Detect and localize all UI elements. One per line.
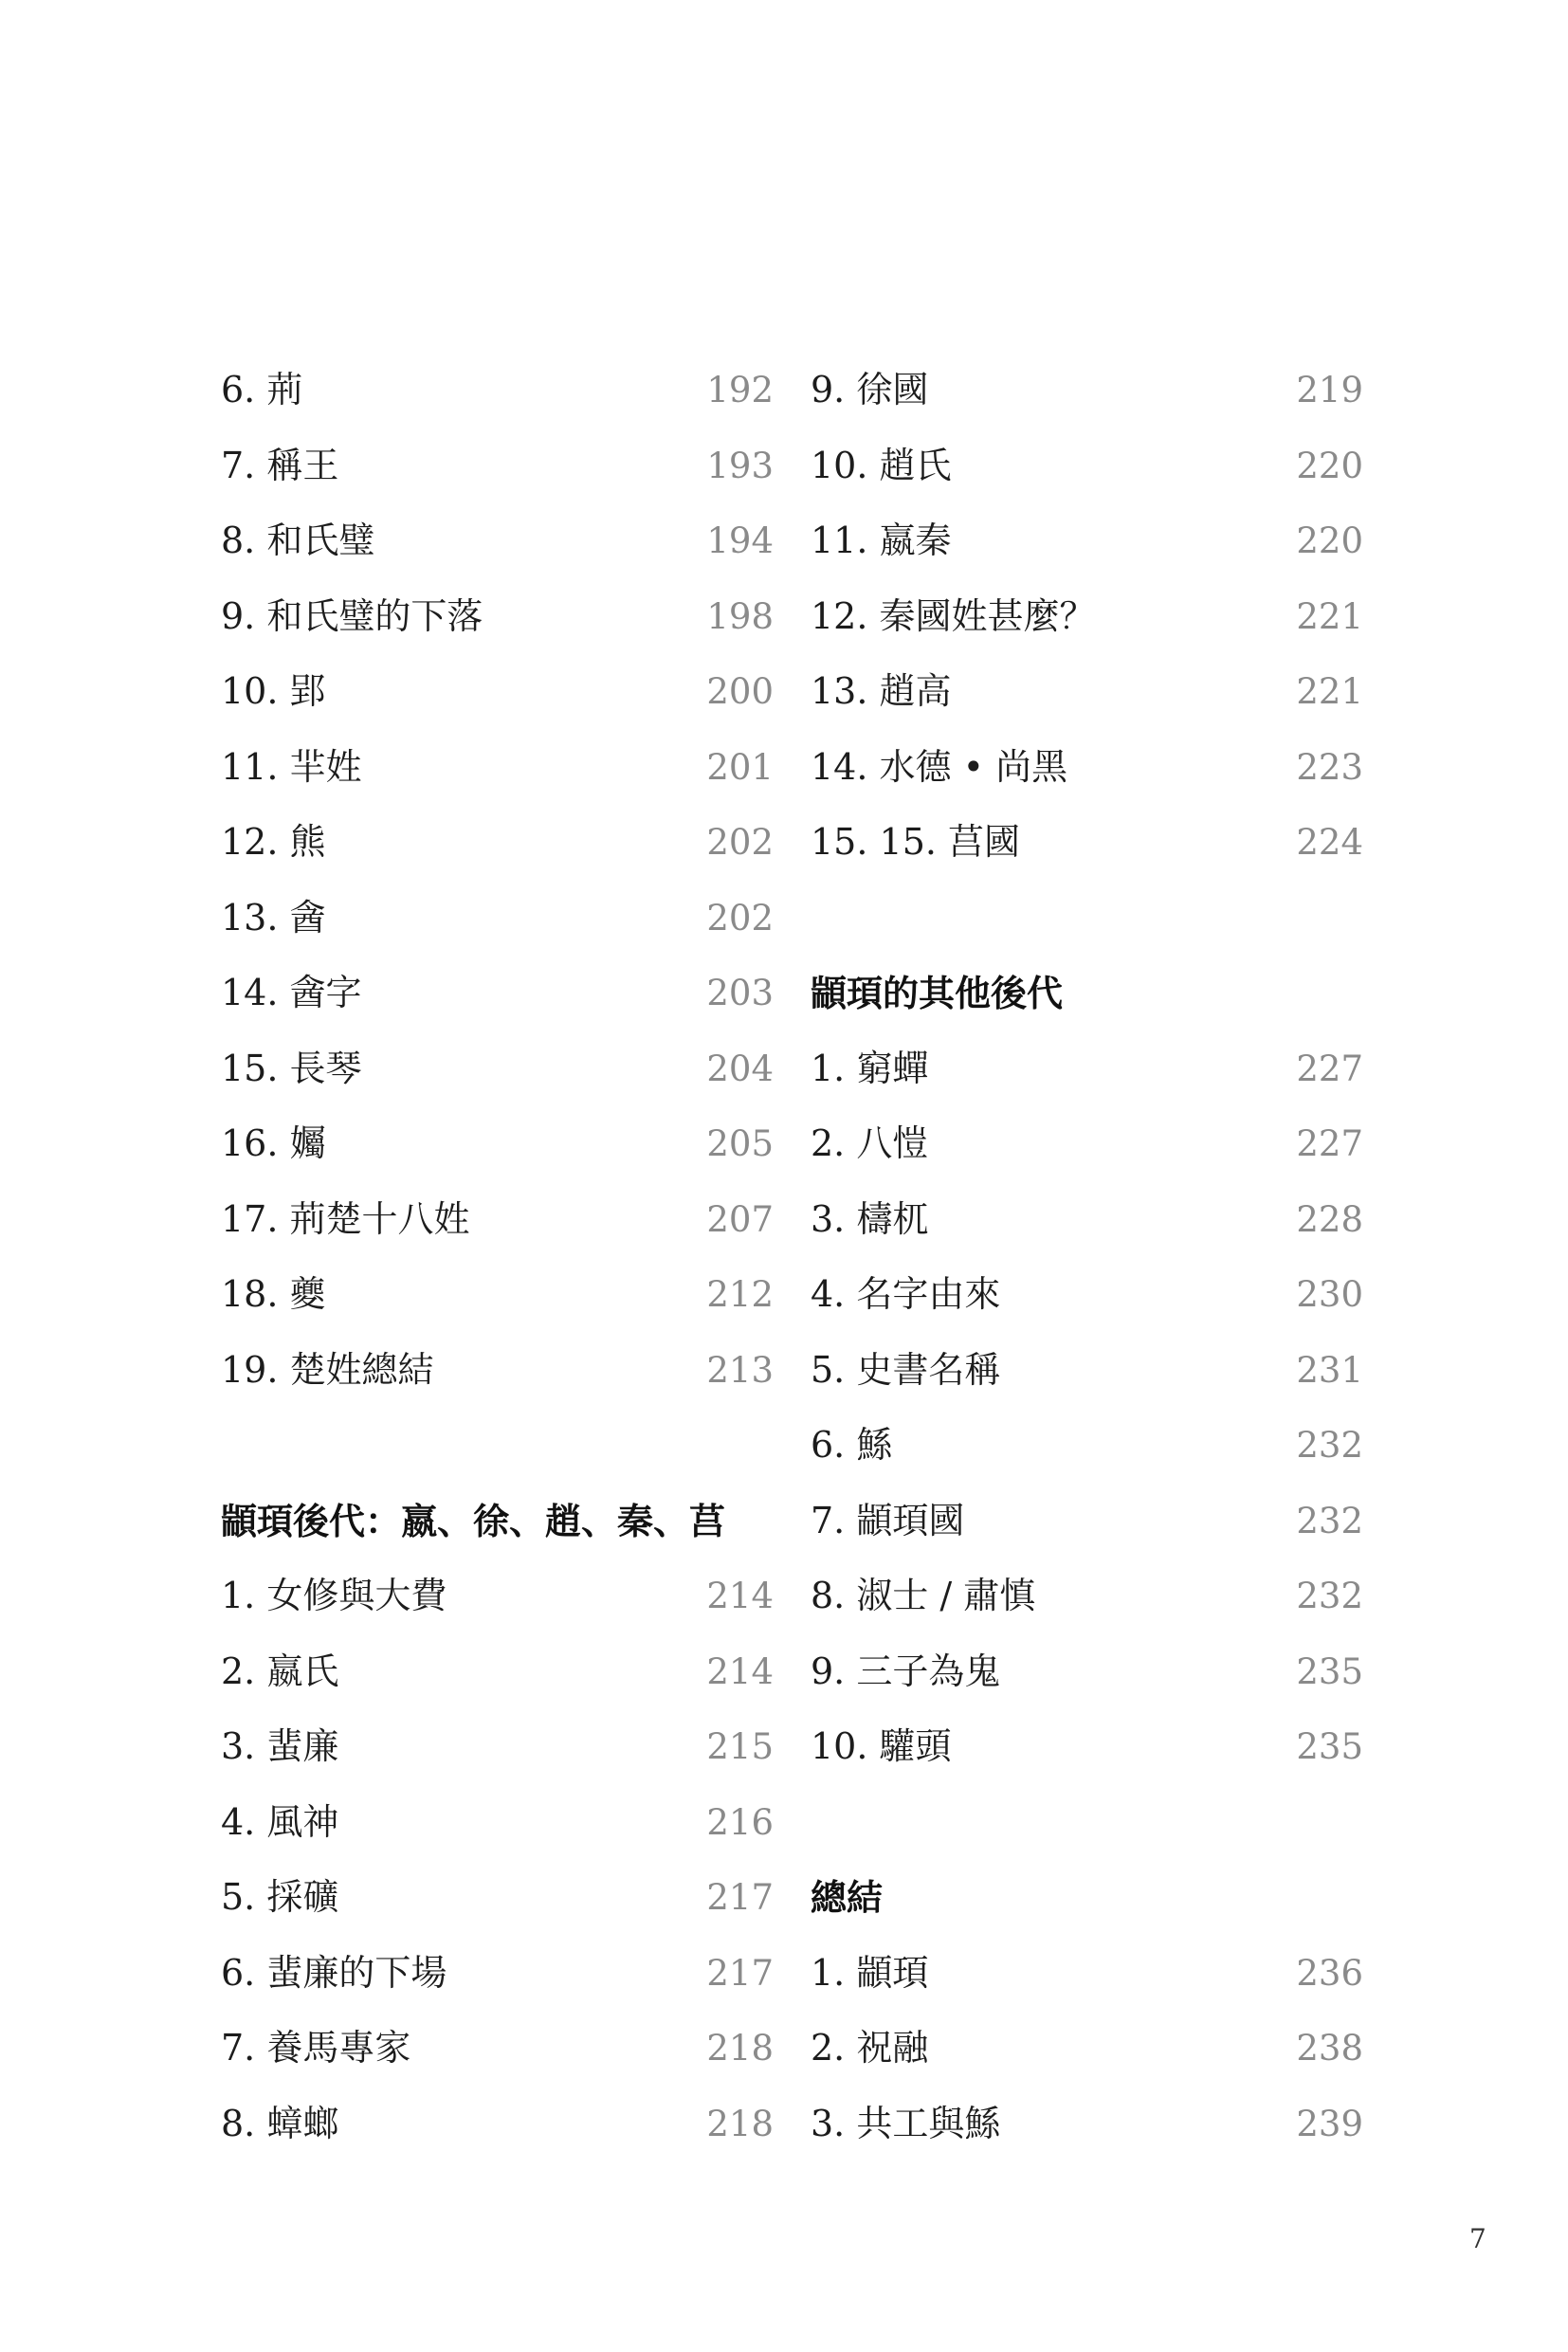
toc-entry-page-number: 204 bbox=[706, 1048, 774, 1089]
toc-entry bbox=[221, 1106, 774, 1182]
toc-entry-title: 15. 長琴 bbox=[221, 1047, 362, 1089]
toc-entry-title: 13. 趙高 bbox=[811, 670, 952, 712]
toc-entry-title: 4. 風神 bbox=[221, 1800, 339, 1843]
toc-entry-title: 8. 蟑螂 bbox=[221, 2102, 339, 2144]
toc-entry-title: 11. 羋姓 bbox=[221, 745, 362, 788]
toc-entry bbox=[221, 1936, 774, 2012]
toc-spacer bbox=[811, 1785, 1363, 1861]
toc-entry-page-number: 232 bbox=[1296, 1576, 1363, 1616]
toc-left-column bbox=[221, 353, 774, 2161]
toc-section-heading bbox=[811, 1860, 1363, 1936]
toc-entry-page-number: 223 bbox=[1296, 746, 1363, 788]
toc-entry-page-number: 220 bbox=[1296, 520, 1363, 561]
toc-entry bbox=[811, 1559, 1363, 1634]
toc-entry-page-number: 214 bbox=[706, 1650, 774, 1692]
toc-entry bbox=[221, 1785, 774, 1861]
toc-entry bbox=[811, 1936, 1363, 2012]
toc-entry bbox=[221, 654, 774, 730]
toc-entry-page-number: 224 bbox=[1296, 822, 1363, 863]
toc-entry-title: 2. 祝融 bbox=[811, 2027, 929, 2069]
toc-entry-page-number: 215 bbox=[706, 1726, 774, 1767]
toc-entry bbox=[811, 1182, 1363, 1258]
toc-entry-title: 12. 秦國姓甚麼？ bbox=[811, 594, 1096, 637]
toc-entry-title: 9. 徐國 bbox=[811, 369, 929, 410]
toc-entry-title: 17. 荊楚十八姓 bbox=[221, 1197, 470, 1240]
toc-entry bbox=[811, 2011, 1363, 2087]
toc-entry-title: 8. 和氏璧 bbox=[221, 520, 375, 561]
toc-entry-page-number: 198 bbox=[706, 595, 774, 637]
toc-entry-title: 7. 養馬專家 bbox=[221, 2027, 411, 2069]
toc-entry bbox=[221, 2087, 774, 2162]
toc-entry bbox=[221, 1333, 774, 1409]
toc-entry bbox=[811, 1408, 1363, 1484]
toc-entry-title: 8. 淑士 / 肅慎 bbox=[811, 1575, 1036, 1616]
toc-heading-text: 總結 bbox=[811, 1876, 884, 1919]
toc-entry-title: 19. 楚姓總結 bbox=[221, 1348, 434, 1391]
toc-section-heading bbox=[221, 1484, 774, 1559]
toc-spacer bbox=[811, 881, 1363, 957]
toc-entry-page-number: 227 bbox=[1296, 1048, 1363, 1089]
toc-entry-title: 5. 史書名稱 bbox=[811, 1348, 1001, 1391]
toc-entry-title: 6. 荊 bbox=[221, 369, 303, 410]
toc-entry-title: 13. 酓 bbox=[221, 896, 326, 939]
toc-entry-page-number: 216 bbox=[706, 1801, 774, 1843]
toc-entry bbox=[811, 654, 1363, 730]
toc-entry-page-number: 193 bbox=[706, 445, 774, 486]
toc-entry bbox=[811, 353, 1363, 428]
toc-entry-title: 1. 女修與大費 bbox=[221, 1575, 447, 1616]
toc-entry bbox=[221, 1860, 774, 1936]
toc-entry-title: 3. 蜚廉 bbox=[221, 1725, 339, 1767]
toc-entry-page-number: 217 bbox=[706, 1877, 774, 1918]
toc-entry-page-number: 238 bbox=[1296, 2028, 1363, 2069]
toc-entry-page-number: 219 bbox=[1296, 370, 1363, 410]
toc-entry-title: 3. 共工與鯀 bbox=[811, 2102, 1001, 2144]
toc-entry-page-number: 221 bbox=[1296, 671, 1363, 712]
toc-entry-title: 4. 名字由來 bbox=[811, 1273, 1001, 1315]
toc-entry bbox=[811, 579, 1363, 655]
toc-entry bbox=[221, 1031, 774, 1107]
toc-heading-text: 顓頊的其他後代 bbox=[811, 972, 1064, 1014]
toc-entry-page-number: 227 bbox=[1296, 1123, 1363, 1164]
toc-entry-page-number: 201 bbox=[706, 746, 774, 788]
toc-entry-title: 7. 顓頊國 bbox=[811, 1499, 965, 1541]
toc-entry-title: 12. 熊 bbox=[221, 821, 326, 863]
toc-entry-title: 10. 郢 bbox=[221, 670, 326, 712]
toc-entry-page-number: 232 bbox=[1296, 1425, 1363, 1466]
toc-entry bbox=[221, 353, 774, 428]
toc-entry-title: 14. 水德 • 尚黑 bbox=[811, 745, 1068, 788]
toc-entry-page-number: 220 bbox=[1296, 445, 1363, 486]
toc-entry bbox=[811, 2087, 1363, 2162]
toc-entry-title: 10. 趙氏 bbox=[811, 444, 952, 486]
toc-section-heading bbox=[811, 956, 1363, 1031]
toc-entry-page-number: 205 bbox=[706, 1123, 774, 1164]
toc-entry-title: 2. 嬴氏 bbox=[221, 1650, 339, 1692]
toc-entry-page-number: 218 bbox=[706, 2103, 774, 2144]
toc-entry-page-number: 228 bbox=[1296, 1198, 1363, 1240]
toc-right-column bbox=[811, 353, 1363, 2161]
toc-entry-page-number: 235 bbox=[1296, 1726, 1363, 1767]
toc-entry-title: 16. 孎 bbox=[221, 1122, 326, 1164]
toc-entry-title: 15. 15. 莒國 bbox=[811, 821, 1021, 863]
toc-entry bbox=[221, 2011, 774, 2087]
toc-entry bbox=[221, 1559, 774, 1634]
toc-entry bbox=[221, 428, 774, 504]
toc-entry-title: 6. 蜚廉的下場 bbox=[221, 1951, 447, 1994]
toc-entry-title: 9. 和氏璧的下落 bbox=[221, 594, 483, 637]
toc-entry bbox=[221, 730, 774, 806]
toc-entry bbox=[811, 1709, 1363, 1785]
toc-entry bbox=[811, 1031, 1363, 1107]
toc-entry-title: 9. 三子為鬼 bbox=[811, 1650, 1001, 1692]
toc-entry bbox=[221, 579, 774, 655]
toc-entry-page-number: 203 bbox=[706, 973, 774, 1013]
page-number: 7 bbox=[1469, 2223, 1486, 2254]
toc-entry-title: 6. 鯀 bbox=[811, 1424, 893, 1466]
toc-entry bbox=[221, 1257, 774, 1333]
toc-entry bbox=[221, 1634, 774, 1710]
toc-entry-title: 18. 夔 bbox=[221, 1273, 326, 1315]
toc-entry-title: 11. 嬴秦 bbox=[811, 520, 952, 561]
toc-entry bbox=[221, 956, 774, 1031]
toc-entry-title: 1. 窮蟬 bbox=[811, 1047, 929, 1089]
toc-entry-page-number: 232 bbox=[1296, 1500, 1363, 1541]
toc-entry-title: 1. 顓頊 bbox=[811, 1951, 929, 1994]
toc-entry-title: 10. 驩頭 bbox=[811, 1725, 952, 1767]
toc-entry-page-number: 202 bbox=[706, 822, 774, 863]
toc-entry-page-number: 230 bbox=[1296, 1274, 1363, 1315]
toc-entry-page-number: 214 bbox=[706, 1576, 774, 1616]
toc-entry-page-number: 236 bbox=[1296, 1952, 1363, 1994]
toc-entry-page-number: 231 bbox=[1296, 1349, 1363, 1391]
toc-entry-page-number: 202 bbox=[706, 897, 774, 939]
toc-entry-page-number: 217 bbox=[706, 1952, 774, 1994]
toc-entry bbox=[811, 1634, 1363, 1710]
toc-entry-title: 2. 八愷 bbox=[811, 1122, 929, 1164]
toc-entry-title: 3. 檮杌 bbox=[811, 1197, 929, 1240]
toc-entry-page-number: 213 bbox=[706, 1349, 774, 1391]
toc-entry-page-number: 239 bbox=[1296, 2103, 1363, 2144]
toc-entry-page-number: 194 bbox=[706, 520, 774, 561]
toc-entry-page-number: 200 bbox=[706, 671, 774, 712]
toc-entry bbox=[221, 1709, 774, 1785]
toc-entry bbox=[811, 428, 1363, 504]
toc-entry-page-number: 218 bbox=[706, 2028, 774, 2069]
toc-entry bbox=[811, 503, 1363, 579]
toc-entry bbox=[811, 805, 1363, 881]
toc-entry bbox=[811, 1333, 1363, 1409]
toc-entry bbox=[221, 503, 774, 579]
toc-entry bbox=[811, 730, 1363, 806]
toc-heading-text: 顓頊後代：嬴、徐、趙、秦、莒 bbox=[221, 1499, 726, 1542]
toc-entry-page-number: 212 bbox=[706, 1274, 774, 1315]
toc-entry-page-number: 235 bbox=[1296, 1650, 1363, 1692]
toc-entry-page-number: 207 bbox=[706, 1198, 774, 1240]
toc-entry-title: 5. 採礦 bbox=[221, 1876, 339, 1918]
toc-entry-title: 7. 稱王 bbox=[221, 444, 339, 486]
toc-entry bbox=[221, 805, 774, 881]
toc-entry-page-number: 221 bbox=[1296, 595, 1363, 637]
toc-entry-title: 14. 酓字 bbox=[221, 972, 362, 1013]
toc-entry bbox=[811, 1484, 1363, 1559]
toc-entry bbox=[221, 881, 774, 957]
toc-spacer bbox=[221, 1408, 774, 1484]
toc-entry-page-number: 192 bbox=[706, 370, 774, 410]
toc-entry bbox=[221, 1182, 774, 1258]
toc-entry bbox=[811, 1106, 1363, 1182]
toc-entry bbox=[811, 1257, 1363, 1333]
